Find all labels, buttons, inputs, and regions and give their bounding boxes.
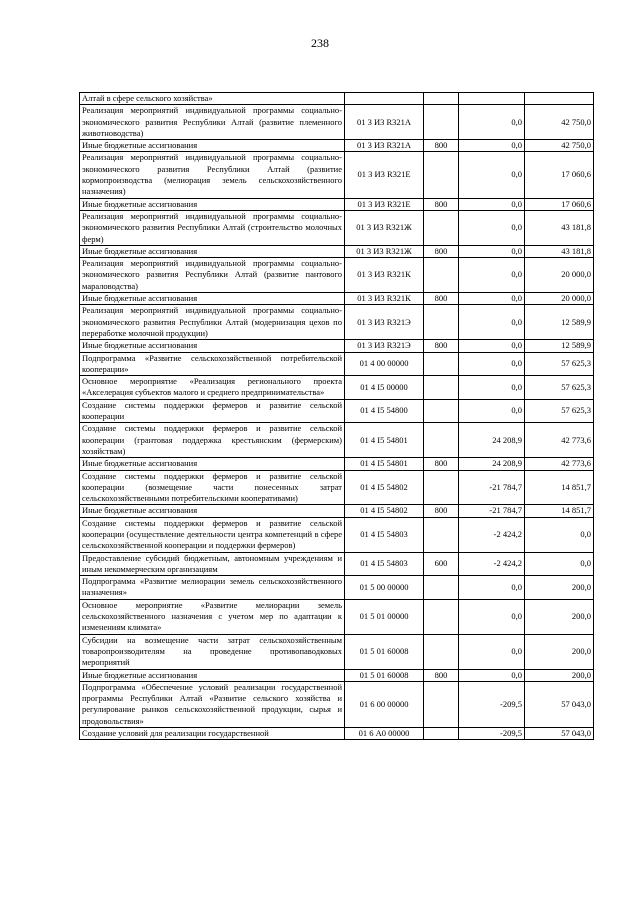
row-name-cell: Иные бюджетные ассигнования — [80, 669, 345, 681]
row-change-amount-cell: 0,0 — [459, 399, 525, 423]
row-expense-type-cell: 800 — [424, 293, 459, 305]
table-row — [80, 140, 594, 152]
row-change-amount-cell — [459, 93, 525, 105]
row-name-cell: Реализация мероприятий индивидуальной программы социально-экономического развития Республики Алтай (строительство молочных ферм) — [80, 210, 345, 245]
row-change-amount-cell: 0,0 — [459, 669, 525, 681]
row-name-cell: Иные бюджетные ассигнования — [80, 140, 345, 152]
row-total-amount-cell: 200,0 — [525, 634, 594, 669]
row-expense-type-cell — [424, 352, 459, 376]
row-change-amount-cell: 24 208,9 — [459, 458, 525, 470]
table-row — [80, 576, 594, 600]
row-total-amount-cell: 57 043,0 — [525, 681, 594, 727]
row-expense-type-cell — [424, 105, 459, 140]
row-expense-type-cell — [424, 470, 459, 505]
table-row — [80, 198, 594, 210]
row-name-cell: Создание системы поддержки фермеров и развитие сельской кооперации (осуществление деятельности центра компетенций в сфере сельскохозяйственной кооперации и поддержки фермеров) — [80, 517, 345, 552]
row-name-cell: Иные бюджетные ассигнования — [80, 505, 345, 517]
table-row — [80, 470, 594, 505]
row-code-cell: 01 4 I5 54803 — [345, 517, 424, 552]
table-row — [80, 210, 594, 245]
row-expense-type-cell — [424, 376, 459, 400]
row-expense-type-cell — [424, 399, 459, 423]
row-name-cell: Подпрограмма «Развитие сельскохозяйственной потребительской кооперации» — [80, 352, 345, 376]
row-name-cell: Иные бюджетные ассигнования — [80, 293, 345, 305]
row-expense-type-cell — [424, 210, 459, 245]
row-change-amount-cell: 0,0 — [459, 305, 525, 340]
row-name-cell: Предоставление субсидий бюджетным, автономным учреждениям и иным некоммерческим организациям — [80, 552, 345, 576]
row-code-cell: 01 5 01 60008 — [345, 634, 424, 669]
row-name-cell: Подпрограмма «Развитие мелиорации земель сельскохозяйственного назначения» — [80, 576, 345, 600]
row-total-amount-cell: 14 851,7 — [525, 505, 594, 517]
row-expense-type-cell — [424, 599, 459, 634]
table-row — [80, 293, 594, 305]
row-code-cell: 01 5 01 00000 — [345, 599, 424, 634]
row-code-cell: 01 3 И3 R321Е — [345, 198, 424, 210]
row-total-amount-cell: 17 060,6 — [525, 152, 594, 198]
row-total-amount-cell: 57 625,3 — [525, 399, 594, 423]
row-change-amount-cell: 0,0 — [459, 245, 525, 257]
row-code-cell: 01 3 И3 R321Ж — [345, 210, 424, 245]
row-change-amount-cell: 0,0 — [459, 340, 525, 352]
row-name-cell: Иные бюджетные ассигнования — [80, 198, 345, 210]
row-code-cell: 01 3 И3 R321К — [345, 293, 424, 305]
row-total-amount-cell: 12 589,9 — [525, 305, 594, 340]
table-row — [80, 423, 594, 458]
row-expense-type-cell — [424, 305, 459, 340]
row-expense-type-cell: 800 — [424, 198, 459, 210]
row-total-amount-cell: 57 625,3 — [525, 352, 594, 376]
row-name-cell: Создание системы поддержки фермеров и развитие сельской кооперации (грантовая поддержка крестьянским (фермерским) хозяйствам) — [80, 423, 345, 458]
row-change-amount-cell: 0,0 — [459, 105, 525, 140]
row-change-amount-cell: 0,0 — [459, 210, 525, 245]
row-expense-type-cell: 800 — [424, 140, 459, 152]
table-row — [80, 552, 594, 576]
row-change-amount-cell: 0,0 — [459, 352, 525, 376]
row-code-cell: 01 3 И3 R321К — [345, 258, 424, 293]
row-change-amount-cell: 0,0 — [459, 634, 525, 669]
table-row — [80, 340, 594, 352]
table-row — [80, 305, 594, 340]
table-row — [80, 376, 594, 400]
table-row — [80, 352, 594, 376]
row-code-cell: 01 3 И3 R321А — [345, 140, 424, 152]
row-expense-type-cell — [424, 517, 459, 552]
row-total-amount-cell: 0,0 — [525, 552, 594, 576]
row-code-cell: 01 3 И3 R321Е — [345, 152, 424, 198]
row-expense-type-cell — [424, 634, 459, 669]
page-number: 238 — [311, 36, 329, 50]
row-change-amount-cell: -21 784,7 — [459, 505, 525, 517]
row-code-cell: 01 3 И3 R321Э — [345, 305, 424, 340]
row-expense-type-cell: 800 — [424, 458, 459, 470]
row-total-amount-cell: 14 851,7 — [525, 470, 594, 505]
row-total-amount-cell: 200,0 — [525, 599, 594, 634]
table-row — [80, 399, 594, 423]
row-expense-type-cell — [424, 93, 459, 105]
row-change-amount-cell: -2 424,2 — [459, 517, 525, 552]
table-row — [80, 93, 594, 105]
row-change-amount-cell: -2 424,2 — [459, 552, 525, 576]
table-row — [80, 517, 594, 552]
table-row — [80, 258, 594, 293]
row-expense-type-cell: 800 — [424, 505, 459, 517]
row-total-amount-cell: 43 181,8 — [525, 245, 594, 257]
row-expense-type-cell — [424, 423, 459, 458]
row-name-cell: Иные бюджетные ассигнования — [80, 458, 345, 470]
row-expense-type-cell — [424, 576, 459, 600]
row-change-amount-cell: 24 208,9 — [459, 423, 525, 458]
row-expense-type-cell — [424, 152, 459, 198]
table-row — [80, 599, 594, 634]
row-code-cell: 01 4 I5 00000 — [345, 376, 424, 400]
row-change-amount-cell: 0,0 — [459, 576, 525, 600]
row-change-amount-cell: 0,0 — [459, 258, 525, 293]
row-total-amount-cell: 43 181,8 — [525, 210, 594, 245]
row-change-amount-cell: 0,0 — [459, 293, 525, 305]
table-row — [80, 505, 594, 517]
row-name-cell: Реализация мероприятий индивидуальной программы социально-экономического развития Республики Алтай (модернизация цехов по переработке молочной продукции) — [80, 305, 345, 340]
table-row — [80, 245, 594, 257]
row-code-cell: 01 4 I5 54802 — [345, 470, 424, 505]
row-name-cell: Создание системы поддержки фермеров и развитие сельской кооперации (возмещение части понесенных затрат сельскохозяйственными потребительскими кооперативами) — [80, 470, 345, 505]
table-row — [80, 152, 594, 198]
row-change-amount-cell: -209,5 — [459, 728, 525, 740]
row-code-cell: 01 6 00 00000 — [345, 681, 424, 727]
row-code-cell: 01 4 I5 54802 — [345, 505, 424, 517]
row-total-amount-cell: 12 589,9 — [525, 340, 594, 352]
row-code-cell: 01 4 00 00000 — [345, 352, 424, 376]
row-change-amount-cell: 0,0 — [459, 198, 525, 210]
row-change-amount-cell: -21 784,7 — [459, 470, 525, 505]
row-change-amount-cell: 0,0 — [459, 599, 525, 634]
row-total-amount-cell: 20 000,0 — [525, 258, 594, 293]
row-name-cell: Подпрограмма «Обеспечение условий реализации государственной программы Республики Алтай «Развитие сельского хозяйства и регулирование рынков сельскохозяйственной продукции, сырья и продовольствия» — [80, 681, 345, 727]
row-expense-type-cell — [424, 728, 459, 740]
table-row — [80, 728, 594, 740]
row-change-amount-cell: 0,0 — [459, 376, 525, 400]
row-change-amount-cell: 0,0 — [459, 140, 525, 152]
row-name-cell: Иные бюджетные ассигнования — [80, 245, 345, 257]
budget-table-body — [80, 93, 594, 740]
row-code-cell: 01 4 I5 54803 — [345, 552, 424, 576]
row-expense-type-cell: 600 — [424, 552, 459, 576]
row-name-cell: Создание условий для реализации государственной — [80, 728, 345, 740]
table-row — [80, 669, 594, 681]
table-row — [80, 105, 594, 140]
row-total-amount-cell: 57 625,3 — [525, 376, 594, 400]
row-total-amount-cell: 200,0 — [525, 669, 594, 681]
row-code-cell: 01 3 И3 R321А — [345, 105, 424, 140]
row-name-cell: Реализация мероприятий индивидуальной программы социально-экономического развития Республики Алтай (развитие пантового мараловодства) — [80, 258, 345, 293]
row-total-amount-cell: 42 773,6 — [525, 423, 594, 458]
row-code-cell: 01 3 И3 R321Ж — [345, 245, 424, 257]
table-row — [80, 634, 594, 669]
row-code-cell: 01 5 01 60008 — [345, 669, 424, 681]
row-name-cell: Реализация мероприятий индивидуальной программы социально-экономического развития Республики Алтай (развитие кормопроизводства (мелиорация земель сельскохозяйственного назначения) — [80, 152, 345, 198]
row-expense-type-cell — [424, 681, 459, 727]
row-expense-type-cell: 800 — [424, 669, 459, 681]
row-total-amount-cell: 0,0 — [525, 517, 594, 552]
row-total-amount-cell: 42 750,0 — [525, 140, 594, 152]
row-name-cell: Иные бюджетные ассигнования — [80, 340, 345, 352]
row-name-cell: Алтай в сфере сельского хозяйства» — [80, 93, 345, 105]
row-total-amount-cell — [525, 93, 594, 105]
row-code-cell: 01 4 I5 54801 — [345, 458, 424, 470]
row-change-amount-cell: 0,0 — [459, 152, 525, 198]
row-code-cell: 01 4 I5 54801 — [345, 423, 424, 458]
row-code-cell: 01 5 00 00000 — [345, 576, 424, 600]
row-expense-type-cell: 800 — [424, 245, 459, 257]
row-name-cell: Реализация мероприятий индивидуальной программы социально-экономического развития Республики Алтай (развитие племенного животноводства) — [80, 105, 345, 140]
table-row — [80, 681, 594, 727]
row-code-cell: 01 6 А0 00000 — [345, 728, 424, 740]
budget-table — [79, 92, 594, 740]
row-name-cell: Основное мероприятие «Реализация регионального проекта «Акселерация субъектов малого и среднего предпринимательства» — [80, 376, 345, 400]
row-name-cell: Создание системы поддержки фермеров и развитие сельской кооперации — [80, 399, 345, 423]
row-total-amount-cell: 42 773,6 — [525, 458, 594, 470]
row-expense-type-cell: 800 — [424, 340, 459, 352]
row-total-amount-cell: 17 060,6 — [525, 198, 594, 210]
row-total-amount-cell: 20 000,0 — [525, 293, 594, 305]
row-name-cell: Основное мероприятие «Развитие мелиорации земель сельскохозяйственного назначения с учетом мер по адаптации к изменениям климата» — [80, 599, 345, 634]
row-total-amount-cell: 42 750,0 — [525, 105, 594, 140]
row-name-cell: Субсидии на возмещение части затрат сельскохозяйственным товаропроизводителям на проведение противопаводковых мероприятий — [80, 634, 345, 669]
row-code-cell — [345, 93, 424, 105]
row-change-amount-cell: -209,5 — [459, 681, 525, 727]
row-code-cell: 01 3 И3 R321Э — [345, 340, 424, 352]
row-total-amount-cell: 200,0 — [525, 576, 594, 600]
row-total-amount-cell: 57 043,0 — [525, 728, 594, 740]
row-expense-type-cell — [424, 258, 459, 293]
row-code-cell: 01 4 I5 54800 — [345, 399, 424, 423]
table-row — [80, 458, 594, 470]
